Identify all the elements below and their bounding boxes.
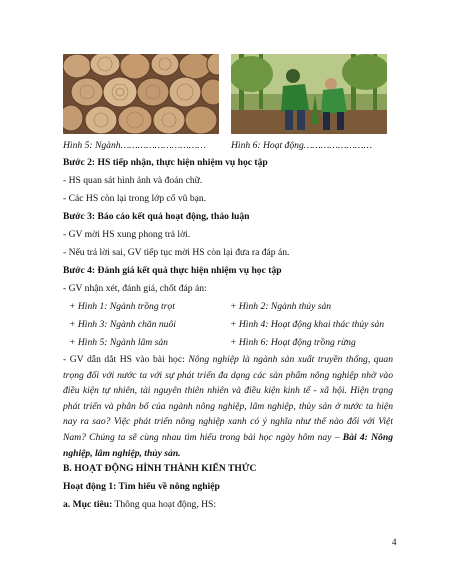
lesson-title: Bài 4: Nông nghiệp, lâm nghiệp, thủy sản. [63,431,393,459]
lead-in-paragraph [63,352,393,461]
objective-label: a. Mục tiêu: [63,499,113,510]
answer-right: + Hình 2: Ngành thủy sản [230,301,332,312]
lead-body: Nông nghiệp là ngành sản xuất truyền thống, quan trọng đối với nước ta với sự phát triển đa dạng các sản phẩm nông nghiệp nhờ vào điều kiện tự nhiên, tài nguyên thiên nhiên và điều kiện kinh tế - xã hội. Hiện trạng phát triển và phân bố của ngành nông nghiệp, lâm nghiệp, thủy sản ở nước ta hiện nay ra sao? Việc phát triển nông nghiệp xanh có ý nghĩa như thế nào đối với Việt Nam? Chúng ta sẽ cùng nhau tìm hiểu trong bài học ngày hôm nay – [63,354,393,443]
answer-left: + Hình 3: Ngành chăn nuôi [69,319,176,330]
step4-intro: - GV nhận xét, đánh giá, chốt đáp án: [63,283,207,294]
answer-left: + Hình 5: Ngành lâm sản [69,337,168,348]
step2-heading: Bước 2: HS tiếp nhận, thực hiện nhiệm vụ học tập [63,157,268,168]
step2-line-1: - HS quan sát hình ảnh và đoán chữ. [63,175,203,186]
objective-line [63,498,393,511]
step3-line-2: - Nếu trả lời sai, GV tiếp tục mời HS còn lại đưa ra đáp án. [63,247,290,258]
answer-left: + Hình 1: Ngành trồng trọt [69,301,175,312]
step2-line-2: - Các HS còn lại trong lớp cổ vũ bạn. [63,193,207,204]
page-number: 4 [392,537,397,547]
answer-right: + Hình 6: Hoạt động trồng rừng [230,337,356,348]
section-b-heading: B. HOẠT ĐỘNG HÌNH THÀNH KIẾN THỨC [63,463,257,474]
answer-row [63,318,393,331]
step4-heading: Bước 4: Đánh giá kết quả thực hiện nhiệm vụ học tập [63,265,282,276]
right-image-caption: Hình 6: Hoạt động…………………… [231,140,372,151]
tree-planting-photo [231,54,387,134]
answer-row [63,300,393,313]
objective-text: Thông qua hoạt động, HS: [112,499,217,510]
left-image-caption: Hình 5: Ngành………………………… [63,140,206,151]
answer-right: + Hình 4: Hoạt động khai thác thủy sản [230,319,385,330]
step3-heading: Bước 3: Báo cáo kết quả hoạt động, thảo luận [63,211,250,222]
lead-prefix: - GV dẫn dắt HS vào bài học: [63,354,189,365]
answer-row [63,336,393,349]
logs-photo [63,54,219,134]
step3-line-1: - GV mời HS xung phong trả lời. [63,229,191,240]
activity-1-heading: Hoạt động 1: Tìm hiểu về nông nghiệp [63,481,220,492]
